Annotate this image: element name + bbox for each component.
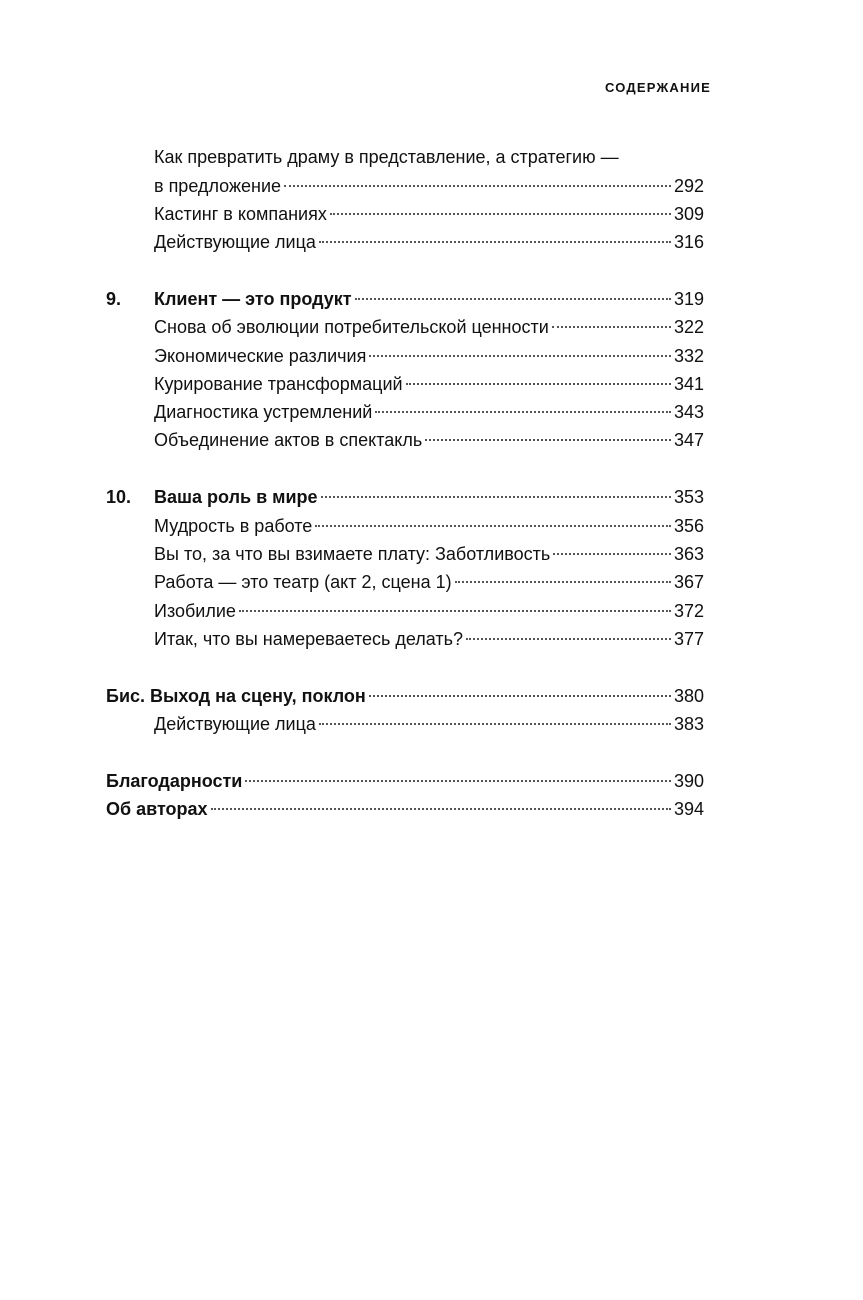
toc-page-number: 319 [673,289,704,309]
toc-entry[interactable] [106,144,704,170]
toc-chapter[interactable] [106,286,704,312]
dot-leader [552,326,671,328]
toc-page-number: 367 [673,572,704,592]
toc-entry-title: Мудрость в работе [154,516,313,536]
toc-entry[interactable] [106,569,704,595]
toc-entry-title: Итак, что вы намереваетесь делать? [154,629,464,649]
dot-leader [369,695,671,697]
dot-leader [245,780,671,782]
toc-entry-title: Ваша роль в мире [154,487,318,507]
toc-entry-title: Экономические различия [154,346,367,366]
toc-page-number: 390 [673,771,704,791]
dot-leader [406,383,671,385]
toc-page-number: 309 [673,204,704,224]
toc-chapter[interactable] [106,796,704,822]
toc-entry[interactable] [106,513,704,539]
toc-page-number: 353 [673,487,704,507]
dot-leader [315,525,671,527]
toc-entry-title: Снова об эволюции потребительской ценности [154,317,549,337]
dot-leader [425,439,671,441]
dot-leader [455,581,671,583]
toc-chapter[interactable] [106,683,704,709]
toc-entry[interactable] [106,399,704,425]
toc-entry-title: Кастинг в компаниях [154,204,327,224]
dot-leader [284,185,671,187]
toc-entry-title: в предложение [154,176,282,196]
dot-leader [466,638,671,640]
toc-entry[interactable] [106,598,704,624]
toc-entry[interactable] [106,427,704,453]
toc-entry-title: Действующие лица [154,232,316,252]
toc-page-number: 343 [673,402,704,422]
dot-leader [319,241,671,243]
toc-entry[interactable] [106,711,704,737]
toc-entry-title: Вы то, за что вы взимаете плату: Заботливость [154,544,551,564]
dot-leader [375,411,671,413]
dot-leader [553,553,671,555]
dot-leader [211,808,671,810]
toc-entry[interactable] [106,201,704,227]
toc-entry-title: Благодарности [106,771,243,791]
toc-entry-title: Объединение актов в спектакль [154,430,423,450]
toc-entry-title: Работа — это театр (акт 2, сцена 1) [154,572,452,592]
chapter-number: 9. [106,289,122,309]
dot-leader [330,213,671,215]
toc-page-number: 363 [673,544,704,564]
toc-entry-title: Как превратить драму в представление, а стратегию — [154,147,619,167]
toc-entry[interactable] [106,343,704,369]
toc-entry-title: . Выход на сцену, поклон [140,686,366,706]
toc-page-number: 322 [673,317,704,337]
toc-page-number: 347 [673,430,704,450]
toc-entry[interactable] [106,626,704,652]
toc-entry-title: Клиент — это продукт [154,289,352,309]
toc-page-number: 332 [673,346,704,366]
dot-leader [369,355,671,357]
dot-leader [321,496,671,498]
chapter-number: 10. [106,487,132,507]
dot-leader [319,723,671,725]
toc-page-number: 356 [673,516,704,536]
toc-page-number: 394 [673,799,704,819]
toc-page-number: 383 [673,714,704,734]
toc-entry-title: Действующие лица [154,714,316,734]
toc-entry-title: Курирование трансформаций [154,374,403,394]
toc-page-number: 316 [673,232,704,252]
dot-leader [239,610,671,612]
toc-entry[interactable] [106,314,704,340]
toc-page-number: 372 [673,601,704,621]
toc-page-number: 292 [673,176,704,196]
toc-entry-title: Диагностика устремлений [154,402,373,422]
encore-prefix: Бис [106,686,141,706]
toc-entry[interactable] [106,371,704,397]
dot-leader [355,298,671,300]
toc-chapter[interactable] [106,768,704,794]
toc-page-number: 341 [673,374,704,394]
running-header: СОДЕРЖАНИЕ [605,80,711,95]
toc-chapter[interactable] [106,484,704,510]
toc-entry-title: Об авторах [106,799,208,819]
toc-page-number: 380 [673,686,704,706]
toc-page-number: 377 [673,629,704,649]
toc-entry[interactable] [106,541,704,567]
toc-entry[interactable] [106,229,704,255]
toc-entry-title: Изобилие [154,601,236,621]
toc-entry[interactable] [106,173,704,199]
